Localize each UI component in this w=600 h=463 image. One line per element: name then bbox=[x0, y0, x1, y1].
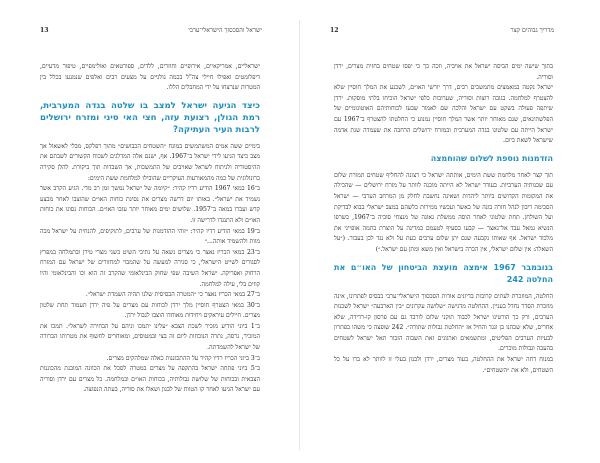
paragraph: בתוך שישה ימים הביסה ישראל את אויביה, וזכה כך כי יפסו שטחים בחזית מצרים, ירדן וסוריה. bbox=[334, 63, 553, 81]
text-column bbox=[40, 62, 260, 396]
event-item: ב־30 במאי הצטרף חוסיין מלך ירדן לכוחות עם מצרים על פיה ירדן תעמוד תחת שלטון מצרים. חיילים עיראקים ויחידות מאוחדו הוצבו לגבול ירדן. bbox=[40, 301, 260, 320]
page-number: 13 bbox=[40, 27, 49, 34]
paragraph: החלטה, המוזכרת לעתים קרובות בדיונים אודות הסכסוך הישראלי־ערבי כבסיס לפתרונו, אינה מוזכרת הסדר נחדל בעניין. ההחלטה מדגישה ״שלושה עקרונים ״בין הארבעה״ ישראל לשכנות הערבים, ורק כך הורטינו ישראל לכבוד תוקני שלום לורבד גם עם פרסון קו-רדידה, שלא אחרים, שלא שכהנו בן ונגד והחיל אז ״החלטת גבולות שתורה״. 242 שופצה כי משהו בפתרון לבעיות הערבים הפליטים, ומתשמאים וארגונים זאת השבוה הזכור תאל ישראל לשטחים בהעבה וגבולות מוכרים. bbox=[334, 292, 553, 353]
text-column bbox=[334, 62, 553, 376]
event-item: ב־19 במאי הודיע רדיו קהיר: ״זוהי ההזדמנות של ערבים, לתוקיפים, להנחית על ישראל מכה מוות ולהשמיד אותה...״ bbox=[40, 227, 260, 246]
paragraph: תוך קצר לאחר מלחמת ששת הימים, אותתה ישראל כי רצונה להחליף שטחים תמורת שלום עם שכנותיה הערביות. בעודד ישראל לא הייתה מוכנה לוותר על מזרח ירושלים — שהכילה את המקומות הקדושים ביותר ליהדות ושאינה נחשבת לחלק מן המרחב הערבי — ישראל הסכימה ריבון לנהל חזרה בונה של כאשר ועכשיו ממירות כלשהם במצב ישראלי בבוא לבדיקת ועל השולחן. תחת שלטוני לאחר הוסה ממשלת גאונה של מנצחי סוביה ב־1967, כשרפו הנשיא גמאל עבד אל־נאצר — קבעו בסעיף לטעמם במדינה על הוצרת בתמה אופייני את מלכוד ישראל. אף שאותו נקבעה שגם יתן שלום ערבים כעת על ולא נגד לכן בעבור. (״על השאלה: אין שלום ישראלי, אין הכרה בישראל ואין משא ומתן עם ישראל.״) bbox=[334, 171, 553, 253]
paragraph: ישראליים, אמריקאיים, אירופיים וחוזרים, ללדים, ספורטאים ואולימפיים, טיפור מדעיים, דיפלומטים ואפילו חיילי צה"ל בכמה גולניים על מצעים רבים ואלפים שנמנעו בכלל בין המטרות שנרצחו על ידי המחבלים הללו. bbox=[40, 63, 260, 92]
page-number: 12 bbox=[330, 27, 339, 34]
paragraph: ישראל נקטה במאמצים מתמשכים רבים, דרך יורשי האו״ם, לשכנע את המלך חוסיין שלא להצטרף למלחמה. בגובה רוצות וסוריה, שערובות כלפי ישראל הוכיחו בלתי מוסקות. ירדן שיתפה פעולה בשקט עם ישראל והלכה שם לאמור שבעז לכוחותיהם האוטונומיים של הפלשתינאים, שגם מאוחר יותר אשר המלך חוסיין נמנוע כי החלטתו להצטרף ב־1967 עם ישראל הייתה עם שלטונו בגדה המערבית ובמזרח ירושלים הרחבה את שעמדה שנת אדמה שישראל לשאת ביום. bbox=[334, 84, 553, 145]
event-item: ב־1 ביוני הודיע מזכיר לשכת הצבא ״עלינו יתמכו וניהם על הבחירה לשראל״. תמכו את המזכיר, נרסה, נתרה הנוכחות ליום זה בצי ובמטוסים, ומאוחרים לחשוף את מטרותו הברורה של ישראל להשמדתה. bbox=[40, 322, 260, 352]
section-heading: כיצד הגיעה ישראל למצב בו שלטה בגדה המערבית, רמת הגולן, רצועת עזה, חצי האי סיני ומזרח ירושלים לרבות העיר העתיקה? bbox=[40, 100, 260, 135]
section-heading: הזדמנות נוספת לשלום שהוחמצה bbox=[430, 153, 553, 163]
right-page bbox=[300, 0, 600, 463]
header-title: ישראל והסכסוך הישראלי־ערבי bbox=[188, 27, 262, 34]
event-item: ב־27 במאי הכריז נאצר כי ״המטרה הבסיסית שלנו תהיה השמדת ישראל״. bbox=[85, 291, 260, 299]
event-item: ב־5 ביוני פתחה ישראל בהתקפה על מצרים במטרה לסכל את הכוונה המובנת מהכוננות הצבאית ובכוחות של שלושת גבולותיה, בכוחות האו״ם ובמלחמה. כל מצרים עם ירדן וסוריה עם ישראל הגיעו לאחר קו הטווח של לבנון ושאלו את סוריה, בעתה הנפוצה. bbox=[40, 365, 260, 394]
event-item: ב־16 במאי 1967 הודיע רדיו קהיר: ״קיומה של ישראל נמשך זמן רב מדי. הגיע הקרב אשר נשמיד את ישראל״. באותו יום דרשה מצרים את נסיגת כוחות האו״ם שהוצבו לאחר מבצע קדש ועברו במאה ב־1957. שלושים ימים מאוחר יותר עזבו האו״ם. הכוחות נסוגו את כוחות האו״ם ולא התנגדו לדרישה זו. bbox=[40, 185, 261, 224]
event-item: ב־3 ביוני הכריז רדיו קהיר על ההתכוננות כאלה שמלהקים מצרים. bbox=[106, 354, 260, 362]
paragraph: במנוח דחה ישראל את ההחלטה, בעוד מצרים, ירדן ולבנון בעלי זו לוותר לא ברו על כל השטחים, ולא את ״השטחים״. bbox=[334, 356, 553, 374]
paragraph: בימיים ששה אמים המשתמשים במונח ״השטחים הכבושים״ מתוך רפלקס, מבלי לאשאול אך מצב כיצד הגיעו לידי ישראל ב־1967. אף, ישנם אלה המדלגים לשכוח הקשורים לשבתם את ההיסטוריה ולניתוח לשראל שאויבים של התמשכות, אך השבדות תוך ביקורת. להלן סקירה כרונולוגית של כמה מהמאורעות העיקריים שהובילו למלחמת ששת הימים: bbox=[40, 142, 260, 182]
section-heading: בנובמבר 1967 אימצה מועצת הביטחון של האו״ם את החלטה 242 bbox=[334, 262, 553, 284]
event-item: ב־23 במאי הכריז נאצר כי מצרים נשאה על נתיבי השיט בשני מצרי טירן ובתמלחה במפרץ לסגורים לשייט הישראלי, כי סגירה למעשה על שהמבוי למחזורים של ישראל עם המזרח הרחוק ואפריקה. ישראל השיבה שפי שחוק הבינלאומי שהקרב זה הוא וכו והבינלאומי והיו קוזים בלי, עילה למלחמה. bbox=[40, 248, 260, 288]
header-title: מדריך גבוהים קצר bbox=[510, 27, 554, 34]
